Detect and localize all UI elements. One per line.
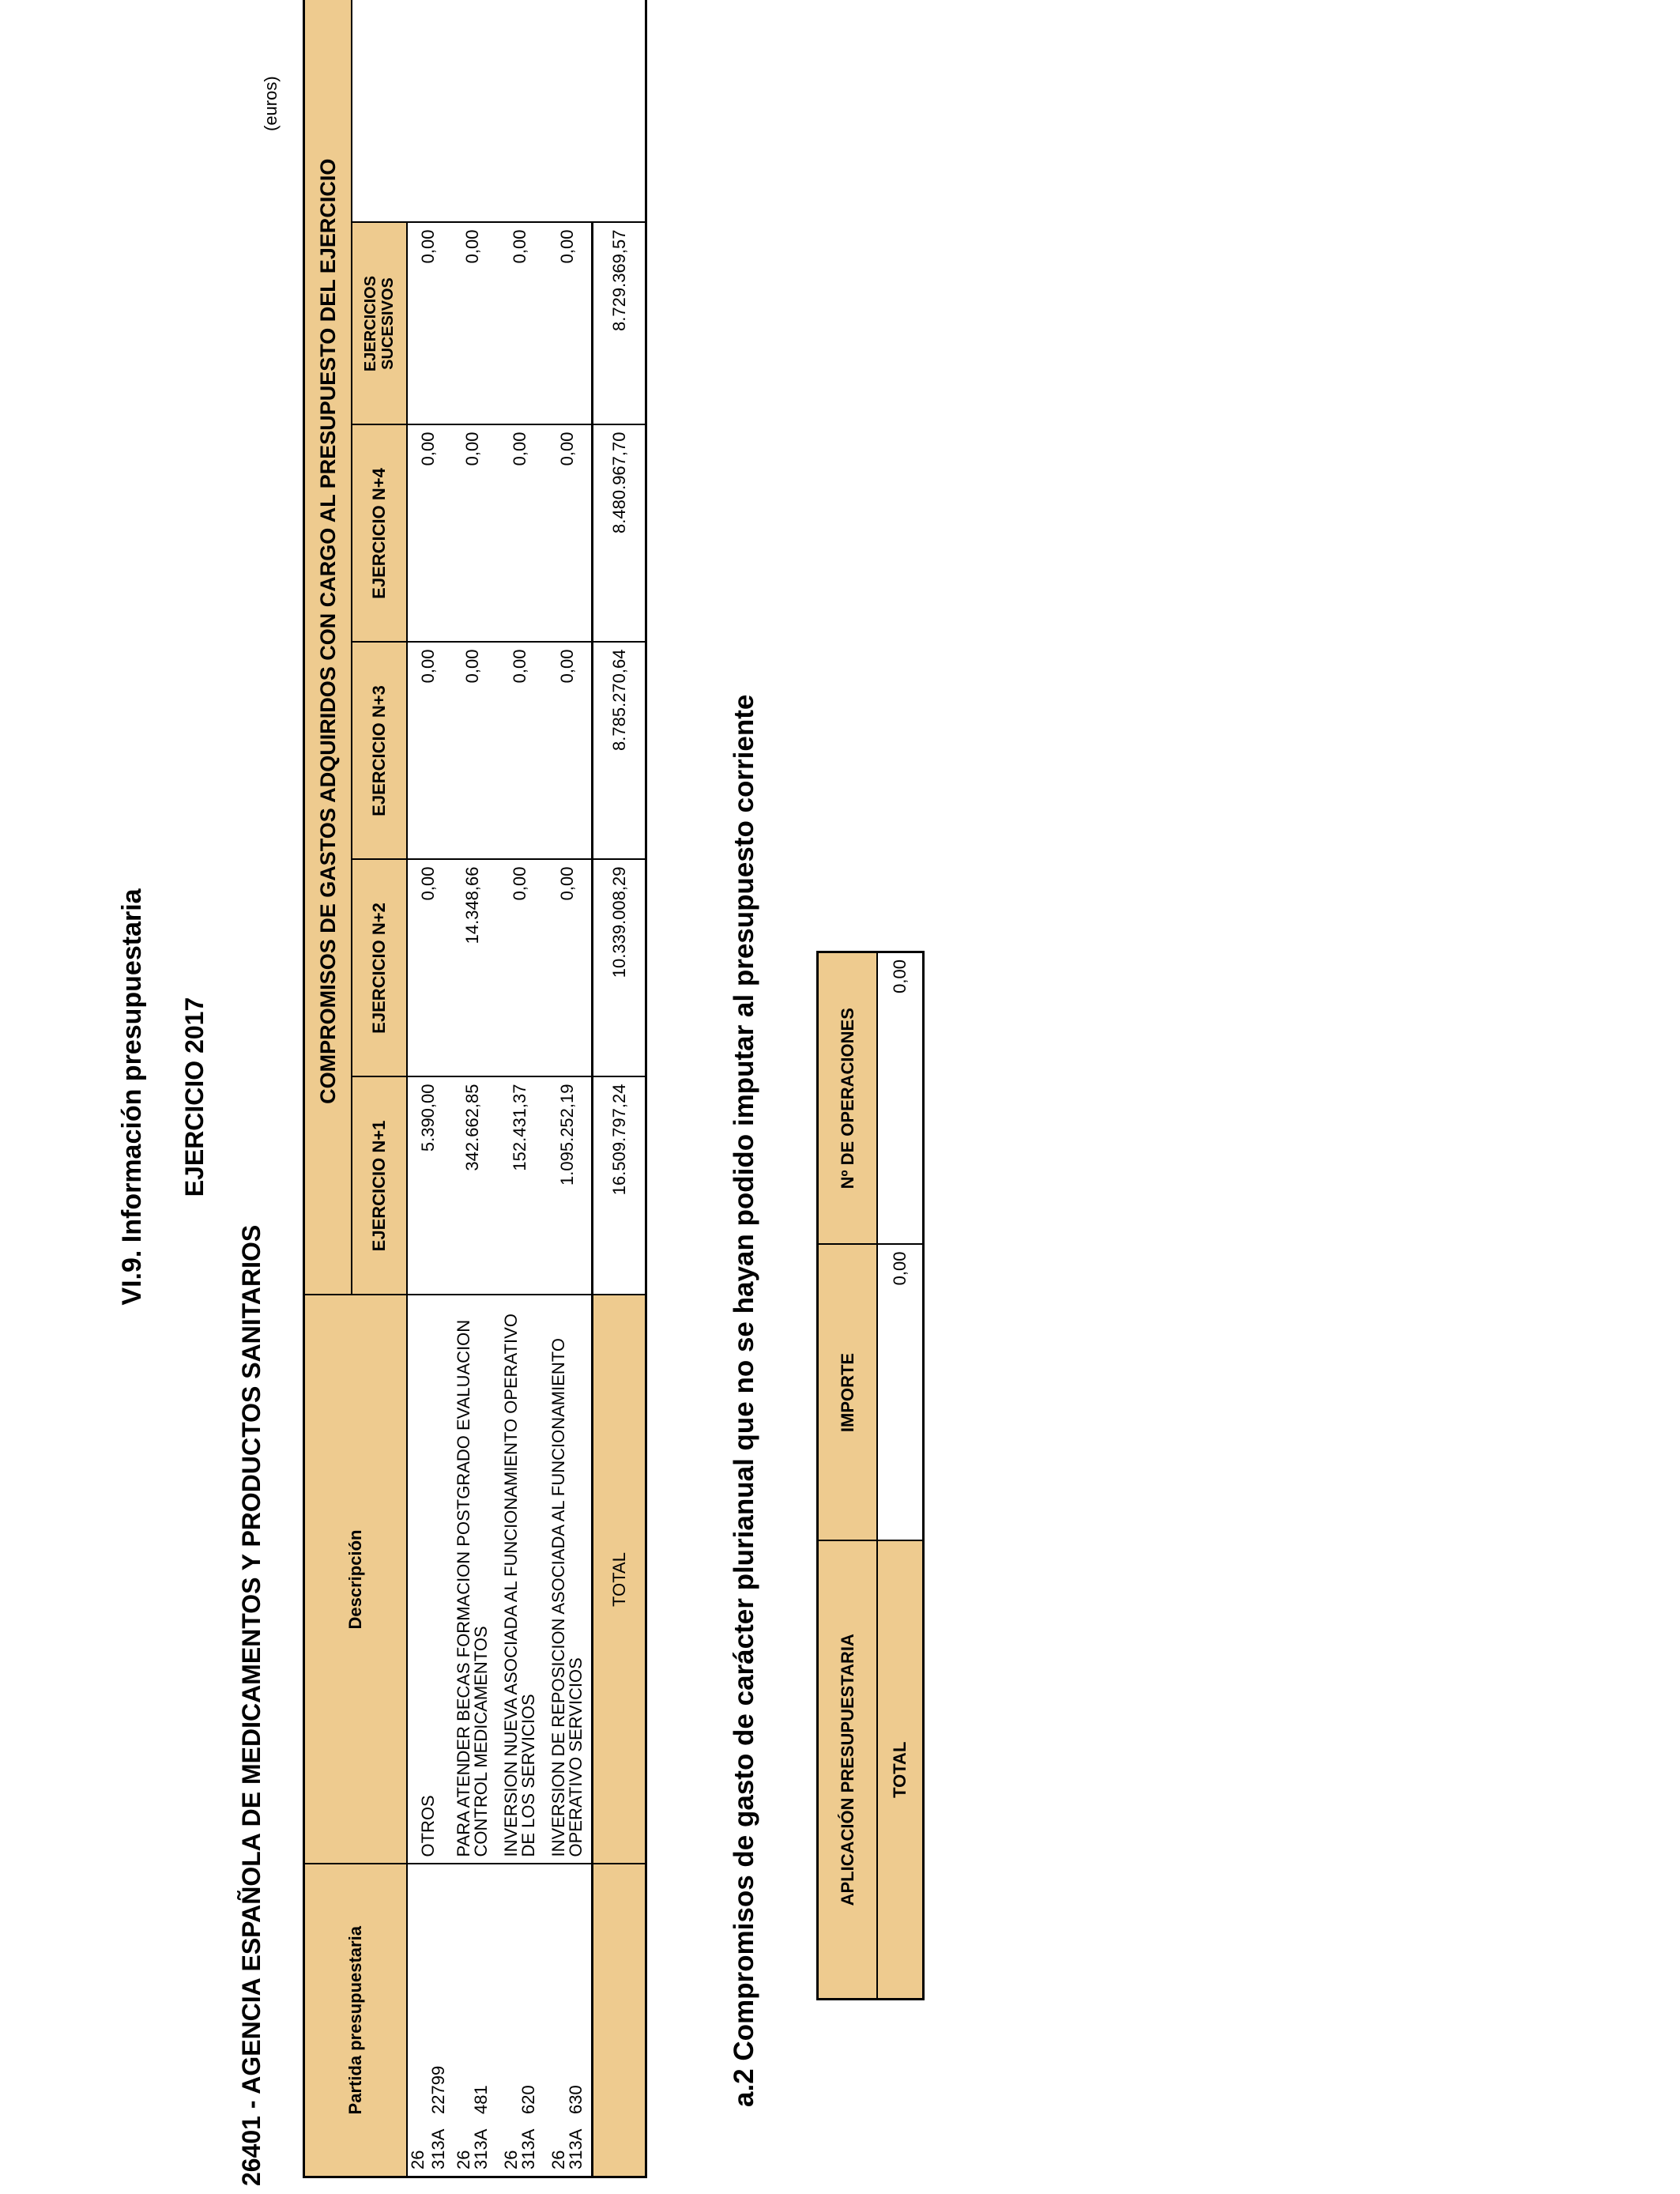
partida-cell bbox=[544, 1864, 593, 2177]
header-n1: EJERCICIO N+1 bbox=[352, 1077, 407, 1295]
header-operaciones: Nº DE OPERACIONES bbox=[818, 952, 878, 1245]
value-sucesivos: 0,00 bbox=[496, 223, 544, 425]
value-n2: 0,00 bbox=[496, 860, 544, 1077]
value-n2: 0,00 bbox=[407, 860, 449, 1077]
commitments-table bbox=[303, 0, 647, 2178]
section-a2-title: a.2 Compromisos de gasto de carácter plurianual que no se hayan podido imputar al presupuesto corriente bbox=[729, 694, 759, 2107]
value-n3: 0,00 bbox=[544, 643, 593, 860]
value-n2: 0,00 bbox=[544, 860, 593, 1077]
descripcion: INVERSION NUEVA ASOCIADA AL FUNCIONAMIENTO OPERATIVO DE LOS SERVICIOS bbox=[496, 1295, 544, 1864]
total-label: TOTAL bbox=[593, 1295, 646, 1864]
value-n1: 342.662,85 bbox=[449, 1077, 496, 1295]
header-importe: IMPORTE bbox=[818, 1245, 878, 1541]
value-n1: 152.431,37 bbox=[496, 1077, 544, 1295]
value-n1: 1.095.252,19 bbox=[544, 1077, 593, 1295]
programa: 26 313A bbox=[408, 2128, 448, 2169]
value-sucesivos: 0,00 bbox=[544, 223, 593, 425]
a2-header-row bbox=[818, 952, 878, 2000]
total-n2: 10.339.008,29 bbox=[593, 860, 646, 1077]
partida-cell bbox=[407, 1864, 449, 2177]
table-header-row bbox=[304, 0, 352, 2177]
value-n4: 0,00 bbox=[544, 425, 593, 643]
header-n4: EJERCICIO N+4 bbox=[352, 425, 407, 643]
programa: 26 313A bbox=[501, 2128, 538, 2169]
a2-total-operaciones: 0,00 bbox=[877, 952, 924, 1245]
value-n3: 0,00 bbox=[407, 643, 449, 860]
header-sucesivos: EJERCICIOS SUCESIVOS bbox=[362, 275, 397, 372]
value-n3: 0,00 bbox=[496, 643, 544, 860]
total-blank-cell bbox=[593, 1864, 646, 2177]
header-sucesivos-cell bbox=[352, 223, 407, 425]
value-n4: 0,00 bbox=[407, 425, 449, 643]
partida-cell bbox=[496, 1864, 544, 2177]
header-n3: EJERCICIO N+3 bbox=[352, 643, 407, 860]
value-n4: 0,00 bbox=[496, 425, 544, 643]
a2-total-row bbox=[877, 952, 924, 2000]
value-sucesivos: 0,00 bbox=[449, 223, 496, 425]
total-n4: 8.480.967,70 bbox=[593, 425, 646, 643]
header-aplicacion: APLICACIÓN PRESUPUESTARIA bbox=[818, 1541, 878, 2000]
total-row bbox=[593, 0, 646, 2177]
concepto: 481 bbox=[471, 2085, 491, 2114]
entity-title: 26401 - AGENCIA ESPAÑOLA DE MEDICAMENTOS Y PRODUCTOS SANITARIOS bbox=[237, 1224, 266, 2186]
value-sucesivos: 0,00 bbox=[407, 223, 449, 425]
value-n4: 0,00 bbox=[449, 425, 496, 643]
concepto: 630 bbox=[566, 2085, 586, 2114]
total-n3: 8.785.270,64 bbox=[593, 643, 646, 860]
header-descripcion: Descripción bbox=[304, 1295, 408, 1864]
total-sucesivos: 8.729.369,57 bbox=[593, 223, 646, 425]
section-title: VI.9. Información presupuestaria bbox=[117, 888, 147, 1306]
a2-total-label: TOTAL bbox=[877, 1541, 924, 2000]
table-row bbox=[496, 0, 544, 2177]
concepto: 22799 bbox=[428, 2065, 448, 2114]
value-n2: 14.348,66 bbox=[449, 860, 496, 1077]
year-title: EJERCICIO 2017 bbox=[180, 997, 209, 1197]
header-partida: Partida presupuestaria bbox=[304, 1864, 408, 2177]
descripcion: INVERSION DE REPOSICION ASOCIADA AL FUNCIONAMIENTO OPERATIVO SERVICIOS bbox=[544, 1295, 593, 1864]
partida-cell bbox=[449, 1864, 496, 2177]
concepto: 620 bbox=[518, 2085, 538, 2114]
descripcion: PARA ATENDER BECAS FORMACION POSTGRADO EVALUACION CONTROL MEDICAMENTOS bbox=[449, 1295, 496, 1864]
header-compromisos: COMPROMISOS DE GASTOS ADQUIRIDOS CON CARGO AL PRESUPUESTO DEL EJERCICIO bbox=[304, 0, 352, 1295]
units-label: (euros) bbox=[261, 76, 281, 131]
programa: 26 313A bbox=[548, 2128, 586, 2169]
table-row bbox=[449, 0, 496, 2177]
a2-table bbox=[816, 951, 925, 2000]
descripcion: OTROS bbox=[407, 1295, 449, 1864]
value-n3: 0,00 bbox=[449, 643, 496, 860]
a2-total-importe: 0,00 bbox=[877, 1245, 924, 1541]
programa: 26 313A bbox=[454, 2128, 491, 2169]
table-row bbox=[407, 0, 449, 2177]
value-n1: 5.390,00 bbox=[407, 1077, 449, 1295]
header-n2: EJERCICIO N+2 bbox=[352, 860, 407, 1077]
table-row bbox=[544, 0, 593, 2177]
total-n1: 16.509.797,24 bbox=[593, 1077, 646, 1295]
